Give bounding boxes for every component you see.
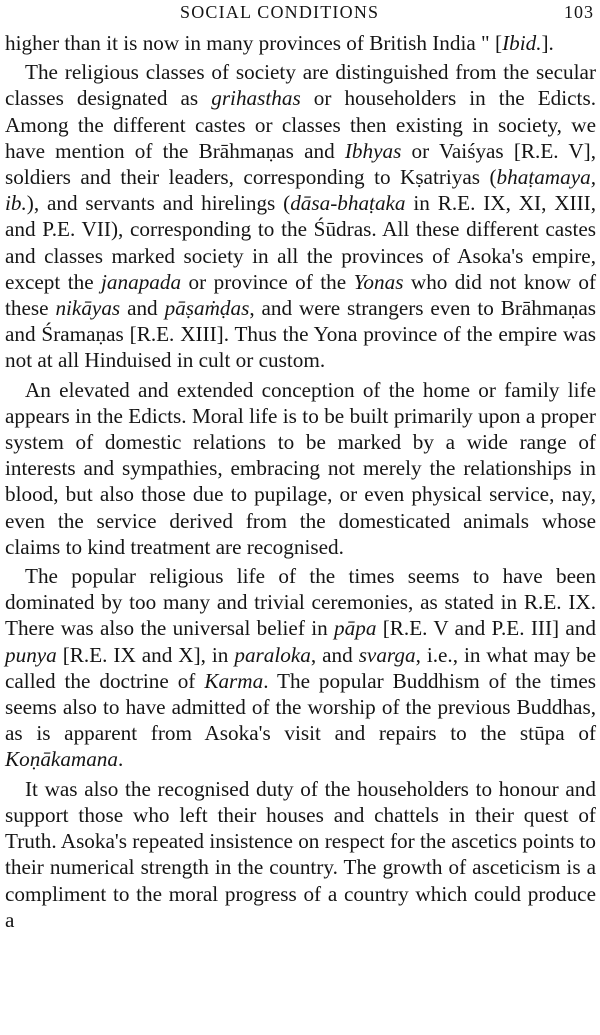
italic-term: pāṣaṁḍas [164, 296, 250, 321]
text-run: . The popular Buddhism of the times seems also to have admitted of the worship of the previous Buddhas, as is apparent from Asoka's visit and repairs to the stūpa of [5, 668, 596, 746]
italic-term: punya [5, 642, 57, 667]
text-run: An elevated and extended conception of the home or family life appears in the Edicts. Moral life is to be built primarily upon a proper system of domestic relations to be marked by a wide range of interests and sympathies, embracing not merely the relationships in blood, but also those due to pupilage, or even physical service, nay, even the service derived from the domesticated animals whose claims to kind treatment are recognised. [5, 377, 596, 559]
italic-term: Karma [204, 668, 264, 693]
text-run: It was also the recognised duty of the householders to honour and support those who left their houses and chattels in their quest of Truth. Asoka's repeated insistence on respect for the ascetics points to their numerical strength in the country. The growth of asceticism is a compliment to the moral progress of a country which could produce a [5, 776, 596, 932]
text-run: higher than it is now in many provinces of British India " [ [5, 31, 503, 55]
paragraph-continued [5, 30, 596, 56]
italic-term: grihasthas [211, 86, 301, 111]
text-run: ), and servants and hirelings ( [26, 191, 291, 216]
text-run: or Vaiśyas [R.E. V], soldiers and their leaders, corresponding to Kṣatriyas ( [5, 138, 596, 190]
text-run: in R.E. IX, XI, XIII, and P.E. VII), corresponding to the Śūdras. All these different castes and classes marked society in all the provinces of Asoka's empire, except the [5, 191, 596, 294]
italic-term: Yonas [353, 269, 404, 294]
italic-term: Koṇākamana [5, 747, 118, 772]
italic-term: svarga [358, 642, 416, 667]
text-run: , i.e., in what may be called the doctrine of [5, 642, 596, 693]
italic-term: Ibid. [502, 31, 542, 55]
text-run: or householders in the Edicts. Among the different castes or classes then existing in society, we have mention of the Brāhmaṇas and [5, 86, 596, 163]
text-run: or province of the [181, 269, 354, 294]
text-run: ]. [541, 31, 554, 55]
text-run: . [118, 747, 124, 772]
italic-term: Ibhyas [344, 138, 402, 163]
page-number: 103 [564, 2, 594, 22]
paragraph-householders-duty [5, 776, 596, 933]
italic-term: paraloka [234, 642, 311, 667]
text-run: , and [310, 642, 359, 667]
text-run: [R.E. IX and X], in [56, 642, 235, 667]
text-run: The popular religious life of the times seems to have been dominated by too many and trivial ceremonies, as stated in R.E. IX. There was also the universal belief in [5, 564, 596, 641]
running-title: SOCIAL CONDITIONS [180, 2, 380, 22]
italic-term: bhaṭamaya, ib. [5, 165, 596, 216]
italic-term: pāpa [334, 616, 377, 641]
text-run: The religious classes of society are distinguished from the secular classes designated as [5, 60, 596, 111]
text-run: and [120, 296, 165, 321]
paragraph-religious-life [5, 563, 596, 773]
italic-term: janapada [101, 269, 182, 294]
text-run: who did not know of these [5, 269, 596, 321]
text-run: , and were strangers even to Brāhmaṇas and Śramaṇas [R.E. XIII]. Thus the Yona province of the empire was not at all Hinduised in cult or custom. [5, 296, 597, 373]
paragraph-religious-classes [5, 59, 596, 373]
italic-term: dāsa-bhaṭaka [290, 191, 406, 216]
paragraph-family-life [5, 377, 596, 560]
text-run: [R.E. V and P.E. III] and [376, 616, 596, 641]
italic-term: nikāyas [55, 296, 121, 321]
body-text [5, 30, 596, 933]
running-header [5, 0, 596, 30]
